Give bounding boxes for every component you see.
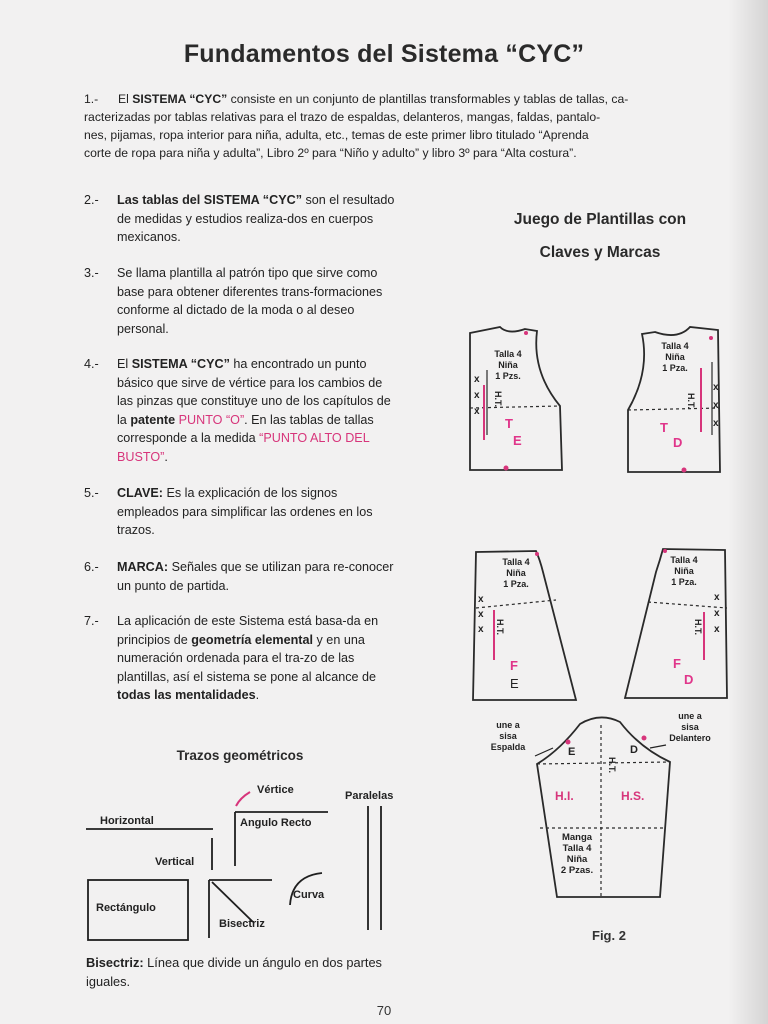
front-ht-label: H.T. [686, 392, 697, 410]
front-pattern-waist [628, 408, 720, 410]
front-neck-mark [709, 336, 713, 340]
label-vertice: Vértice [257, 784, 294, 796]
item-4: 4.- El SISTEMA “CYC” ha encontrado un punto básico que sirve de vértice para los cambios de las pinzas que constituye uno de los capítulos de la patente PUNTO “O”. En las tablas de tallas corresponde a la medida “PUNTO ALTO DEL BUSTO”. [84, 357, 391, 464]
vertex-mark [236, 792, 250, 806]
item-6: 6.- MARCA: Señales que se utilizan para re-conocer un punto de partida. [84, 560, 394, 593]
back-E-label: E [513, 433, 522, 448]
item-5: 5.- CLAVE: Es la explicación de los signos empleados para simplificar las ordenes en los trazos. [84, 486, 373, 537]
item-2: 2.- Las tablas del SISTEMA “CYC” son el resultado de medidas y estudios realiza-dos en cuerpos mexicanos. [84, 193, 395, 244]
label-bisectriz: Bisectriz [219, 918, 265, 930]
back-skirt-label: Talla 4 Niña 1 Pza. [502, 557, 530, 589]
front-T-label: T [660, 420, 668, 435]
figure-caption: Fig. 2 [592, 928, 626, 943]
plantillas-title-2: Claves y Marcas [539, 244, 661, 261]
item-3: 3.- Se llama plantilla al patrón tipo que sirve como base para obtener diferentes trans-formaciones conforme al dictado de la moda o al deseo personal. [84, 266, 383, 336]
page-title: Fundamentos del Sistema “CYC” [183, 40, 585, 68]
back-skirt-E: E [510, 676, 519, 691]
back-piece-label: Talla 4 Niña 1 Pzs. [494, 349, 522, 381]
back-skirt-hip [476, 600, 556, 608]
front-x-3: x [713, 418, 719, 429]
bisector-diagonal [212, 882, 253, 922]
bisectriz-definition: Bisectriz: Línea que divide un ángulo en dos partes iguales. [86, 955, 382, 989]
front-x-1: x [713, 382, 719, 393]
back-T-label: T [505, 416, 513, 431]
page-number: 70 [376, 1003, 392, 1018]
label-paralelas: Paralelas [345, 790, 394, 802]
front-skirt-F: F [673, 656, 681, 671]
item-7: 7.- La aplicación de este Sistema está basa-da en principios de geometría elemental y en una numeración ordenada para el tra-zo de las plantillas, así el sistema se pone al alcance de todas las mentalidades. [84, 614, 379, 702]
sleeve-D: D [630, 744, 638, 756]
une-sisa-delantero: une a sisa Delantero [669, 711, 711, 743]
back-skirt-x-2: x [478, 609, 484, 620]
sleeve-mark-left [566, 740, 571, 745]
sleeve-top-line [537, 762, 670, 764]
label-vertical: Vertical [155, 856, 195, 868]
front-skirt-x-3: x [714, 624, 720, 635]
front-D-label: D [673, 435, 683, 450]
sleeve-hi: H.I. [555, 789, 574, 803]
front-skirt-D: D [684, 672, 694, 687]
front-skirt-x-1: x [714, 592, 720, 603]
sleeve-mark-right [642, 736, 647, 741]
sleeve-ht: H.T. [607, 756, 618, 774]
front-skirt-mark [663, 549, 667, 553]
front-skirt-label: Talla 4 Niña 1 Pza. [670, 555, 698, 587]
front-x-2: x [713, 400, 719, 411]
plantillas-title-1: Juego de Plantillas con [513, 211, 687, 228]
geometry-title: Trazos geométricos [176, 748, 304, 763]
sleeve-E: E [568, 746, 576, 758]
intro-number: 1.- [84, 92, 99, 106]
label-horizontal: Horizontal [100, 815, 154, 827]
delantero-pointer [650, 745, 666, 748]
label-angulo-recto: Angulo Recto [240, 817, 312, 829]
back-x-2: x [474, 390, 480, 401]
back-skirt-mark [535, 552, 539, 556]
back-skirt-x-3: x [478, 624, 484, 635]
front-mark [682, 468, 687, 473]
back-skirt-x-1: x [478, 594, 484, 605]
intro-paragraph: 1.- El SISTEMA “CYC” consiste en un conjunto de plantillas transformables y tablas de tallas, ca- racterizadas por tablas relativas para el trazo de espaldas, delanteros, mangas, faldas, pantalo- nes, pijamas, ropa interior para niña, adulta, etc., temas de este primer libro titulado “Aprenda corte de ropa para niña y adulta”, Libro 2º para “Niño y adulto” y libro 3º para “Alta costura”. [84, 92, 629, 160]
back-mark [504, 466, 509, 471]
back-ht-label: H.T. [493, 390, 504, 408]
back-x-1: x [474, 374, 480, 385]
back-skirt-F: F [510, 658, 518, 673]
label-rectangulo: Rectángulo [96, 902, 156, 914]
sleeve-piece-label: Manga Talla 4 Niña 2 Pzas. [560, 832, 594, 876]
back-skirt-ht: H.T. [495, 618, 506, 636]
back-x-3: x [474, 406, 480, 417]
front-piece-label: Talla 4 Niña 1 Pza. [661, 341, 689, 373]
front-skirt-ht: H.T. [693, 618, 704, 636]
back-neck-mark [524, 331, 528, 335]
front-skirt-x-2: x [714, 608, 720, 619]
une-sisa-espalda: une a sisa Espalda [490, 720, 526, 752]
label-curva: Curva [293, 889, 325, 901]
sleeve-hs: H.S. [621, 789, 645, 803]
